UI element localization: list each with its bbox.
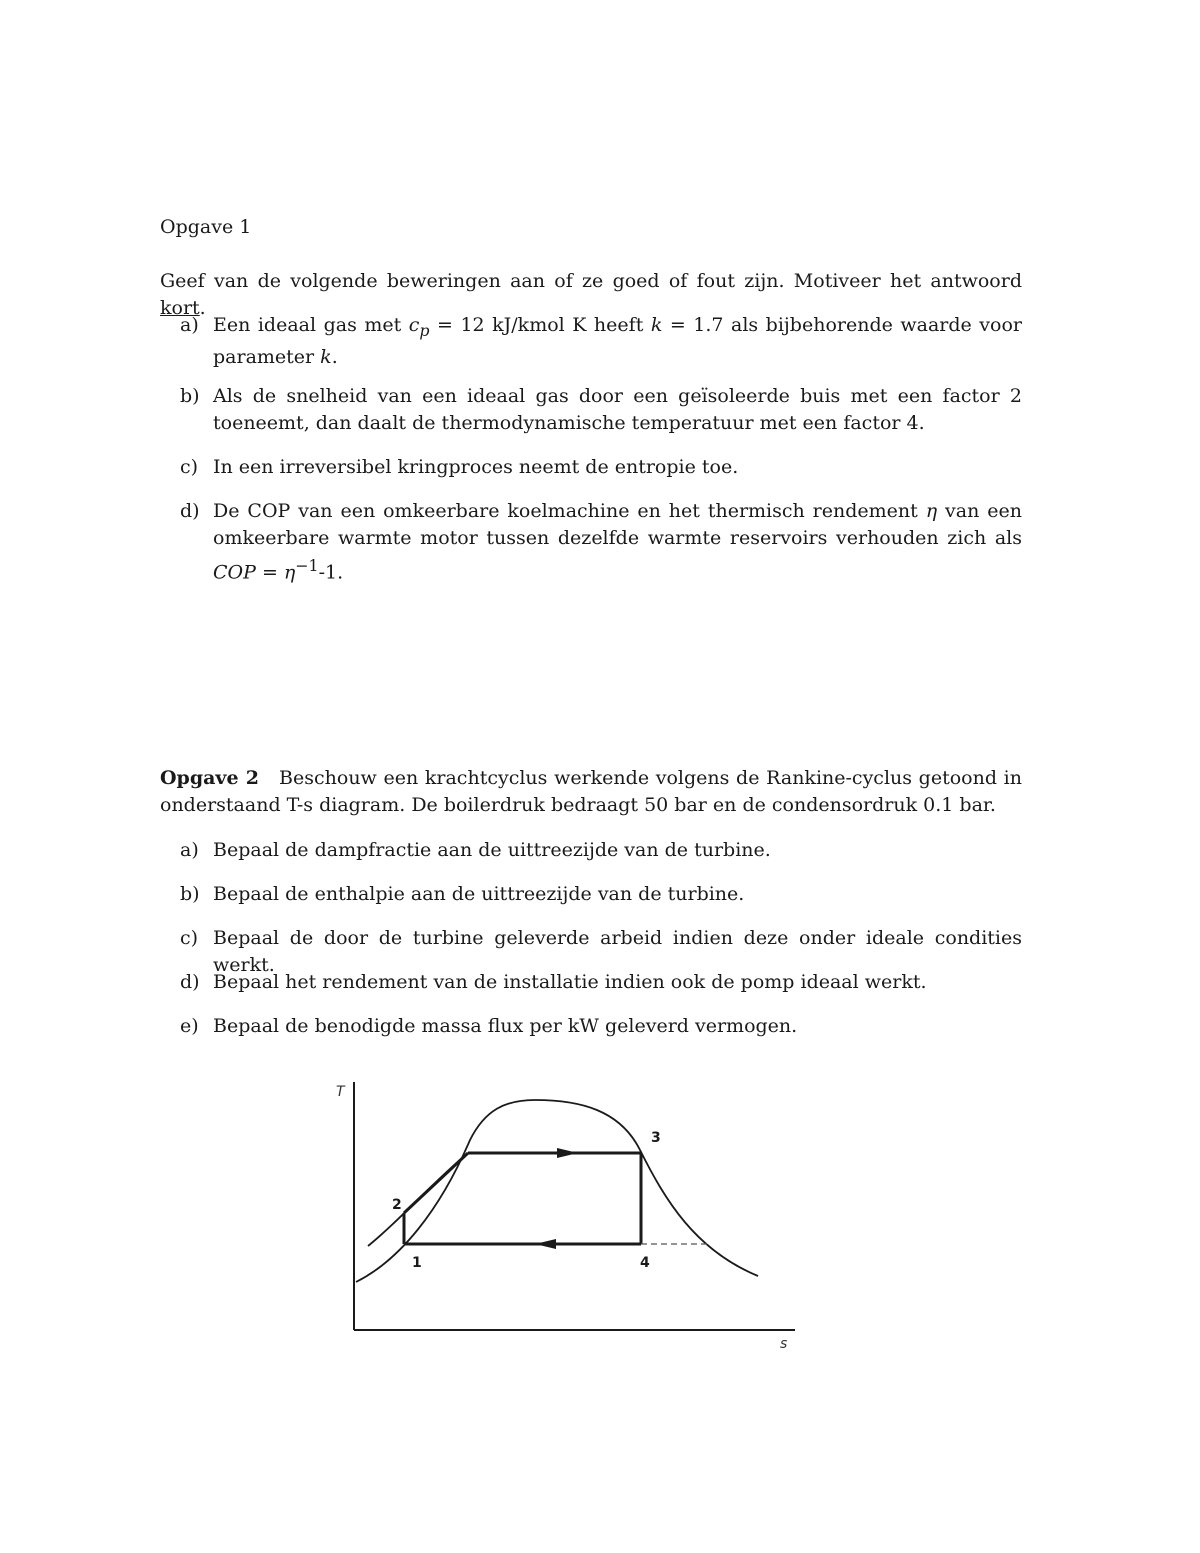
x-axis-label: s: [780, 1336, 788, 1352]
opgave2-intro: Opgave 2 Beschouw een krachtcyclus werkende volgens de Rankine-cyclus getoond in onderstaand T-s diagram. De boilerdruk bedraagt 50 bar en de condensordruk 0.1 bar.: [160, 767, 1022, 816]
underlined-word: kort: [160, 297, 200, 319]
condenser-arrow: [535, 1239, 556, 1249]
opgave1-intro: Geef van de volgende beweringen aan of ze goed of fout zijn. Motiveer het antwoord kort.: [160, 270, 1022, 319]
point-label-1: 1: [412, 1255, 422, 1271]
opgave1-heading: Opgave 1: [160, 216, 252, 238]
point-label-4: 4: [640, 1255, 650, 1271]
opgave2-heading: Opgave 2: [160, 767, 260, 789]
y-axis-label: T: [336, 1084, 345, 1100]
point-label-3: 3: [651, 1130, 661, 1146]
boiler-arrow: [557, 1148, 578, 1158]
ts-diagram: [320, 1070, 860, 1360]
point-label-2: 2: [392, 1197, 402, 1213]
